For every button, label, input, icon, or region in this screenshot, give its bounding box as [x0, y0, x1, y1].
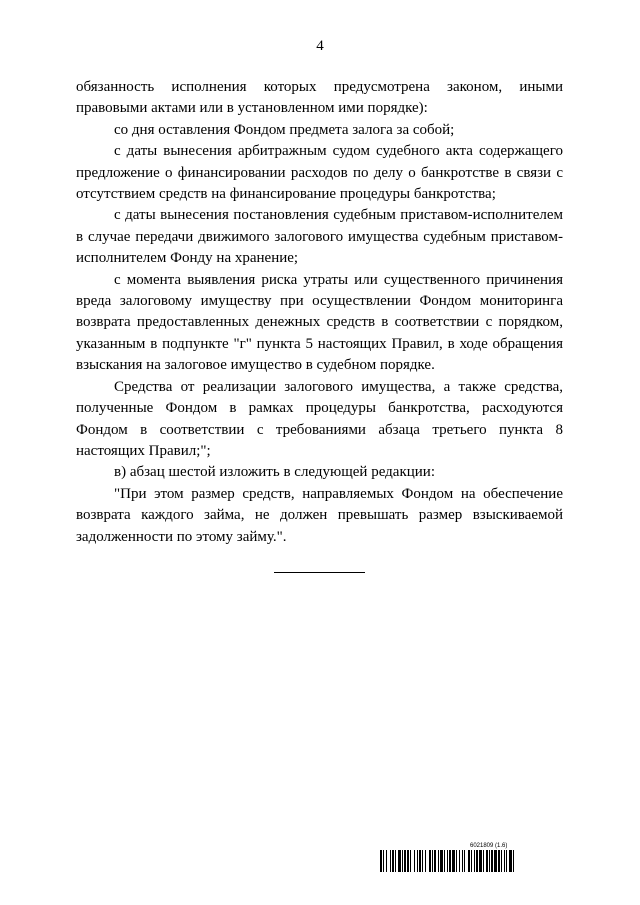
paragraph-4: с даты вынесения постановления судебным приставом-исполнителем в случае передачи движимого залогового имущества судебным приставом-исполнителем Фонду на хранение; [76, 207, 563, 267]
paragraph-1: обязанность исполнения которых предусмотрена законом, иными правовыми актами или в установленном ими порядке): [76, 79, 563, 117]
page-number: 4 [316, 38, 324, 54]
barcode-image [380, 850, 593, 872]
end-separator-line [274, 572, 365, 573]
document-body [76, 77, 563, 548]
paragraph-8: "При этом размер средств, направляемых Фондом на обеспечение возврата каждого займа, не должен превышать размер взыскиваемой задолженности по этому займу.". [76, 485, 563, 545]
paragraph-2: со дня оставления Фондом предмета залога за собой; [114, 121, 455, 138]
paragraph-5: с момента выявления риска утраты или существенного причинения вреда залоговому имуществу при осуществлении Фондом мониторинга возврата предоставленных денежных средств в соответствии с порядком, указанным в подпункте "г" пункта 5 настоящих Правил, в ходе обращения взыскания на залоговое имущество в судебном порядке. [76, 271, 563, 374]
barcode-caption: 6021809 (1.6) [470, 843, 508, 849]
paragraph-3: с даты вынесения арбитражным судом судебного акта содержащего предложение о финансировании расходов по делу о банкротстве в связи с отсутствием средств на финансирование процедуры банкротства; [76, 143, 563, 203]
paragraph-7: в) абзац шестой изложить в следующей редакции: [114, 464, 435, 481]
paragraph-6: Средства от реализации залогового имущества, а также средства, полученные Фондом в рамках процедуры банкротства, расходуются Фондом в соответствии с требованиями абзаца третьего пункта 8 настоящих Правил;"; [76, 378, 563, 459]
